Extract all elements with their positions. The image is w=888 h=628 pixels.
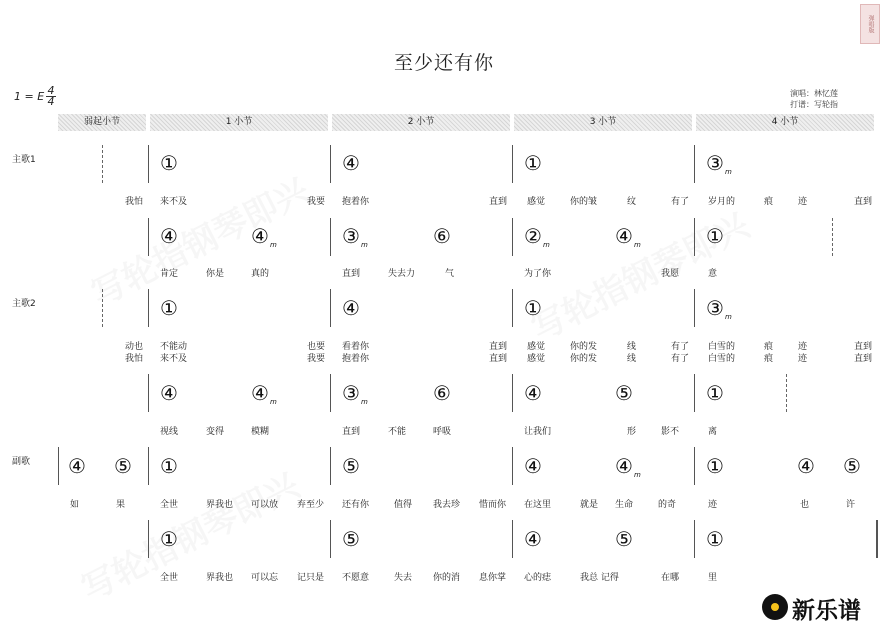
lyric: 里 <box>708 573 718 583</box>
chord-note: ④ <box>68 454 86 478</box>
lyric: 果 <box>116 500 126 510</box>
lyric: 来不及 <box>160 354 188 364</box>
chord-note: ① <box>706 527 724 551</box>
chord-note: ① <box>706 381 724 405</box>
lyric: 全世 <box>160 500 179 510</box>
barline <box>694 374 695 412</box>
key-signature: 1 = E <box>14 90 45 103</box>
lyric: 界我也 <box>206 573 234 583</box>
lyric: 你是 <box>206 269 225 279</box>
lyric: 直到 <box>854 342 873 352</box>
lyric: 直到 <box>854 354 873 364</box>
measure-header-1: 1 小节 <box>150 114 328 131</box>
lyric: 为了你 <box>524 269 552 279</box>
lyric: 岁月的 <box>708 197 736 207</box>
lyric: 白雪的 <box>708 342 736 352</box>
barline <box>148 145 149 183</box>
lyric: 可以放 <box>251 500 279 510</box>
lyric: 气 <box>445 269 455 279</box>
chord-note: ⑤ <box>342 454 360 478</box>
lyric: 视线 <box>160 427 179 437</box>
measure-header-2: 2 小节 <box>332 114 510 131</box>
lyric: 我要 <box>307 197 326 207</box>
lyric: 有了 <box>671 342 690 352</box>
measure-header-3: 3 小节 <box>514 114 692 131</box>
lyric: 界我也 <box>206 500 234 510</box>
barline <box>512 520 513 558</box>
barline <box>694 145 695 183</box>
barline-dashed <box>786 374 787 412</box>
chord-note: $④_m$ <box>251 381 277 406</box>
lyric: 在哪 <box>661 573 680 583</box>
lyric: 失去力 <box>388 269 416 279</box>
barline <box>148 447 149 485</box>
song-title: 至少还有你 <box>393 52 494 74</box>
measure-header-pickup: 弱起小节 <box>58 114 146 131</box>
chord-note: $③_m$ <box>706 296 732 321</box>
chord-note: ⑤ <box>342 527 360 551</box>
chord-note: ① <box>160 296 178 320</box>
lyric: 动也 <box>125 342 144 352</box>
vinyl-record-icon <box>762 594 788 620</box>
barline <box>512 218 513 256</box>
lyric: 让我们 <box>524 427 552 437</box>
lyric: 迹 <box>798 342 808 352</box>
barline <box>694 520 695 558</box>
lyric: 弃至少 <box>297 500 325 510</box>
barline <box>148 374 149 412</box>
lyric: 来不及 <box>160 197 188 207</box>
lyric: 许 <box>846 500 856 510</box>
lyric: 心的痣 <box>524 573 552 583</box>
lyric: 失去 <box>394 573 413 583</box>
barline-dashed <box>102 145 103 183</box>
lyric: 直到 <box>489 342 508 352</box>
barline <box>512 289 513 327</box>
transcriber-credit: 打谱：写轮指 <box>790 100 838 109</box>
lyric: 抱着你 <box>342 354 370 364</box>
chord-note: ① <box>160 527 178 551</box>
lyric: 迹 <box>798 354 808 364</box>
time-top: 4 <box>47 84 55 97</box>
lyric: 直到 <box>342 269 361 279</box>
chord-note: ④ <box>524 527 542 551</box>
section-label-verse1: 主歌1 <box>12 155 36 165</box>
section-label-chorus: 副歌 <box>12 457 31 467</box>
lyric: 直到 <box>342 427 361 437</box>
chord-note: ⑤ <box>843 454 861 478</box>
chord-note: ④ <box>524 381 542 405</box>
lyric: 直到 <box>489 197 508 207</box>
chord-note: ⑥ <box>433 224 451 248</box>
chord-note: ④ <box>524 454 542 478</box>
chord-note: $③_m$ <box>342 381 368 406</box>
chord-note: ⑥ <box>433 381 451 405</box>
lyric: 我要 <box>307 354 326 364</box>
lyric: 迹 <box>708 500 718 510</box>
watermark <box>82 164 316 316</box>
lyric: 意 <box>708 269 718 279</box>
lyric: 纹 <box>627 197 637 207</box>
lyric: 如 <box>70 500 80 510</box>
lyric: 记只是 <box>297 573 325 583</box>
lyric: 变得 <box>206 427 225 437</box>
lyric: 我去珍 <box>433 500 461 510</box>
lyric: 线 <box>627 342 637 352</box>
lyric: 息你掌 <box>479 573 507 583</box>
chord-note: ④ <box>342 151 360 175</box>
lyric: 感觉 <box>527 197 546 207</box>
lyric: 呼吸 <box>433 427 452 437</box>
lyric: 不能动 <box>160 342 188 352</box>
lyric: 有了 <box>671 197 690 207</box>
time-signature <box>46 86 56 107</box>
chord-note: ④ <box>342 296 360 320</box>
lyric: 抱着你 <box>342 197 370 207</box>
chord-note: ⑤ <box>615 381 633 405</box>
lyric: 感觉 <box>527 354 546 364</box>
barline <box>148 289 149 327</box>
barline <box>330 145 331 183</box>
chord-note: ④ <box>160 381 178 405</box>
chord-note: $④_m$ <box>251 224 277 249</box>
version-badge: 弹唱版 <box>860 4 880 44</box>
lyric: 痕 <box>764 342 774 352</box>
barline <box>694 447 695 485</box>
chord-note: ⑤ <box>615 527 633 551</box>
chord-note: ④ <box>160 224 178 248</box>
chord-note: $④_m$ <box>615 224 641 249</box>
barline <box>694 289 695 327</box>
time-bottom: 4 <box>47 95 55 108</box>
chord-note: $③_m$ <box>706 151 732 176</box>
chord-note: $③_m$ <box>342 224 368 249</box>
lyric: 全世 <box>160 573 179 583</box>
barline <box>330 374 331 412</box>
lyric: 你的消 <box>433 573 461 583</box>
lyric: 可以忘 <box>251 573 279 583</box>
barline <box>694 218 695 256</box>
barline <box>512 374 513 412</box>
lyric: 迹 <box>798 197 808 207</box>
chord-note: ① <box>524 296 542 320</box>
lyric: 你的皱 <box>570 197 598 207</box>
singer-credit: 演唱：林忆莲 <box>790 89 838 98</box>
lyric: 线 <box>627 354 637 364</box>
lyric: 我愿 <box>661 269 680 279</box>
final-barline <box>876 520 878 558</box>
barline <box>148 218 149 256</box>
chord-note: ① <box>706 224 724 248</box>
lyric: 影不 <box>661 427 680 437</box>
lyric: 有了 <box>671 354 690 364</box>
lyric: 肯定 <box>160 269 179 279</box>
lyric: 你的发 <box>570 354 598 364</box>
lyric: 也要 <box>307 342 326 352</box>
lyric: 直到 <box>489 354 508 364</box>
lyric: 形 <box>627 427 637 437</box>
barline <box>512 145 513 183</box>
watermark <box>72 459 306 611</box>
barline <box>148 520 149 558</box>
lyric: 我怕 <box>125 354 144 364</box>
lyric: 还有你 <box>342 500 370 510</box>
chord-note: ① <box>160 454 178 478</box>
lyric: 我怕 <box>125 197 144 207</box>
barline <box>330 520 331 558</box>
barline <box>512 447 513 485</box>
lyric: 模糊 <box>251 427 270 437</box>
lyric: 直到 <box>854 197 873 207</box>
lyric: 看着你 <box>342 342 370 352</box>
section-label-verse2: 主歌2 <box>12 299 36 309</box>
lyric: 生命 <box>615 500 634 510</box>
chord-note: $②_m$ <box>524 224 550 249</box>
barline <box>330 447 331 485</box>
logo-text: 新乐谱 <box>792 598 861 624</box>
lyric: 在这里 <box>524 500 552 510</box>
lyric: 你的发 <box>570 342 598 352</box>
lyric: 的奇 <box>658 500 677 510</box>
measure-header-4: 4 小节 <box>696 114 874 131</box>
chord-note: ④ <box>797 454 815 478</box>
lyric: 就是 <box>580 500 599 510</box>
lyric: 白雪的 <box>708 354 736 364</box>
lyric: 也 <box>800 500 810 510</box>
lyric: 惜而你 <box>479 500 507 510</box>
chord-note: $④_m$ <box>615 454 641 479</box>
barline-dashed <box>832 218 833 256</box>
barline <box>330 218 331 256</box>
lyric: 感觉 <box>527 342 546 352</box>
chord-note: ⑤ <box>114 454 132 478</box>
lyric: 痕 <box>764 354 774 364</box>
lyric: 我总 记得 <box>580 573 619 583</box>
lyric: 值得 <box>394 500 413 510</box>
lyric: 痕 <box>764 197 774 207</box>
lyric: 真的 <box>251 269 270 279</box>
chord-note: ① <box>160 151 178 175</box>
barline-dashed <box>102 289 103 327</box>
barline <box>330 289 331 327</box>
chord-note: ① <box>706 454 724 478</box>
chord-note: ① <box>524 151 542 175</box>
barline <box>58 447 59 485</box>
lyric: 离 <box>708 427 718 437</box>
lyric: 不愿意 <box>342 573 370 583</box>
lyric: 不能 <box>388 427 407 437</box>
